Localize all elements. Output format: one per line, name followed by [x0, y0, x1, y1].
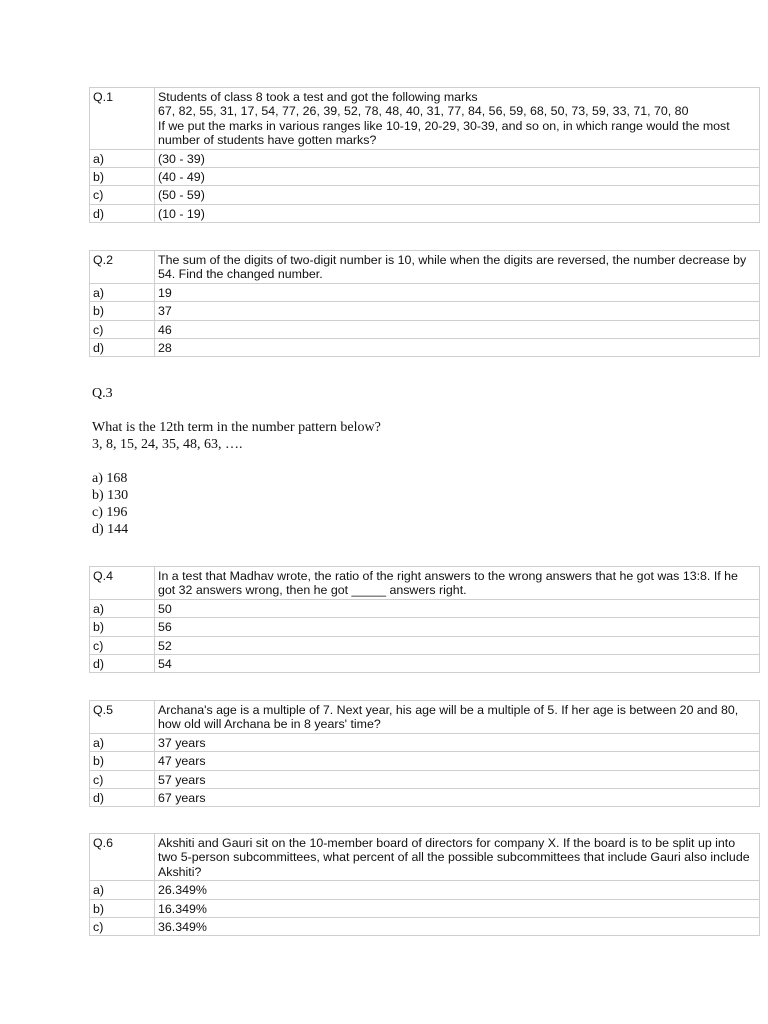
option-key: c)	[90, 636, 155, 654]
option-row	[90, 752, 760, 770]
option-text: d) 144	[92, 522, 129, 537]
option-row	[90, 733, 760, 751]
option-text: a) 168	[92, 471, 128, 486]
question-5-table	[89, 700, 760, 807]
option-key: c)	[90, 320, 155, 338]
question-text: What is the 12th term in the number pattern below?	[92, 420, 381, 435]
question-4-table	[89, 566, 760, 673]
option-text: 50	[155, 599, 760, 617]
question-row	[90, 88, 760, 150]
option-key: a)	[90, 733, 155, 751]
question-text: In a test that Madhav wrote, the ratio of the right answers to the wrong answers that he got was 13:8. If he got 32 answers wrong, then he got _____ answers right.	[155, 567, 760, 600]
question-line: If we put the marks in various ranges like 10-19, 20-29, 30-39, and so on, in which range would the most number of students have gotten marks?	[158, 118, 730, 148]
option-key: d)	[90, 339, 155, 357]
option-text: 54	[155, 655, 760, 673]
option-key: a)	[90, 881, 155, 899]
option-row	[90, 899, 760, 917]
option-text: 16.349%	[155, 899, 760, 917]
question-line: Students of class 8 took a test and got the following marks	[158, 90, 478, 104]
option-key: c)	[90, 918, 155, 936]
option-text: c) 196	[92, 505, 128, 520]
option-row	[90, 204, 760, 222]
option-text: 28	[155, 339, 760, 357]
option-row	[90, 881, 760, 899]
option-text: 46	[155, 320, 760, 338]
question-text: Akshiti and Gauri sit on the 10-member board of directors for company X. If the board is to be split up into two 5-person subcommittees, what percent of all the possible subcommittees that include Gauri also include Akshiti?	[155, 834, 760, 881]
question-text: The sum of the digits of two-digit number is 10, while when the digits are reversed, the number decrease by 54. Find the changed number.	[155, 251, 760, 284]
option-text: (10 - 19)	[155, 204, 760, 222]
option-key: b)	[90, 302, 155, 320]
option-row	[90, 186, 760, 204]
question-number: Q.3	[92, 386, 113, 401]
question-row	[90, 701, 760, 734]
question-1-table	[89, 87, 760, 223]
option-key: b)	[90, 168, 155, 186]
option-text: 67 years	[155, 789, 760, 807]
question-text: Archana's age is a multiple of 7. Next year, his age will be a multiple of 5. If her age is between 20 and 80, how old will Archana be in 8 years' time?	[155, 701, 760, 734]
option-row	[90, 168, 760, 186]
option-text: (30 - 39)	[155, 149, 760, 167]
option-key: d)	[90, 204, 155, 222]
option-key: c)	[90, 186, 155, 204]
option-row	[90, 918, 760, 936]
option-row	[90, 320, 760, 338]
question-row	[90, 251, 760, 284]
option-key: d)	[90, 655, 155, 673]
option-key: b)	[90, 752, 155, 770]
question-3-block	[92, 385, 732, 538]
option-row	[90, 599, 760, 617]
option-key: b)	[90, 618, 155, 636]
option-text: 57 years	[155, 770, 760, 788]
option-row	[90, 655, 760, 673]
option-text: 36.349%	[155, 918, 760, 936]
option-text: b) 130	[92, 488, 129, 503]
question-number: Q.2	[90, 251, 155, 284]
option-text: 37 years	[155, 733, 760, 751]
option-text: 52	[155, 636, 760, 654]
option-text: (50 - 59)	[155, 186, 760, 204]
option-text: 47 years	[155, 752, 760, 770]
option-row	[90, 283, 760, 301]
question-row	[90, 834, 760, 881]
option-text: 19	[155, 283, 760, 301]
option-row	[90, 618, 760, 636]
option-row	[90, 789, 760, 807]
question-line: 67, 82, 55, 31, 17, 54, 77, 26, 39, 52, 78, 48, 40, 31, 77, 84, 56, 59, 68, 50, 73, 59, 33, 71, 70, 80	[158, 104, 689, 119]
option-row	[90, 149, 760, 167]
option-row	[90, 636, 760, 654]
option-key: a)	[90, 283, 155, 301]
option-key: a)	[90, 149, 155, 167]
number-pattern: 3, 8, 15, 24, 35, 48, 63, ….	[92, 437, 243, 452]
option-key: d)	[90, 789, 155, 807]
question-number: Q.5	[90, 701, 155, 734]
option-row	[90, 770, 760, 788]
option-key: b)	[90, 899, 155, 917]
question-row	[90, 567, 760, 600]
option-text: 26.349%	[155, 881, 760, 899]
option-text: 56	[155, 618, 760, 636]
question-6-table	[89, 833, 760, 936]
option-text: (40 - 49)	[155, 168, 760, 186]
question-2-table	[89, 250, 760, 357]
question-text	[155, 88, 760, 150]
option-row	[90, 302, 760, 320]
option-text: 37	[155, 302, 760, 320]
question-number: Q.6	[90, 834, 155, 881]
question-number: Q.4	[90, 567, 155, 600]
option-row	[90, 339, 760, 357]
question-number: Q.1	[90, 88, 155, 150]
option-key: a)	[90, 599, 155, 617]
option-key: c)	[90, 770, 155, 788]
